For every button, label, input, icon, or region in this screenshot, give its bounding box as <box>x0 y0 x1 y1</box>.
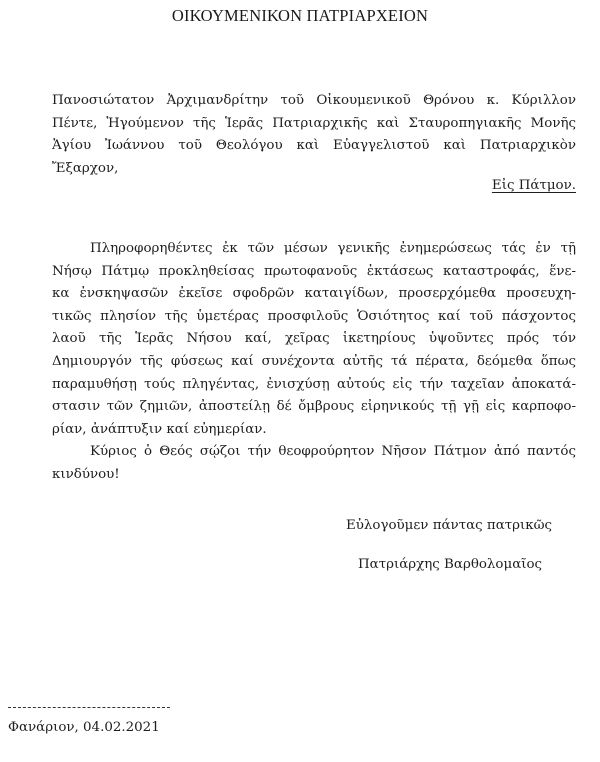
document-header: ΟΙΚΟΥΜΕΝΙΚΟΝ ΠΑΤΡΙΑΡΧΕΙΟΝ <box>171 6 429 25</box>
body-line: στασιν τῶν ζημιῶν, ἀποστείλῃ δέ ὄμβρους εἰρηνικούς τῇ γῇ εἰς καρποφο- <box>52 399 576 415</box>
letter-body <box>52 238 576 487</box>
body-line: κινδύνου! <box>52 466 120 482</box>
signature: Πατριάρχης Βαρθολομαῖος <box>358 557 543 572</box>
body-line: Νήσῳ Πάτμῳ προκληθείσας πρωτοφανοῦς ἐκτάσεως καταστροφάς, ἕνε- <box>52 263 576 279</box>
destination: Εἰς Πάτμον. <box>491 178 576 193</box>
addressee-line: Ἔξαρχον, <box>52 160 119 176</box>
body-line: Δημιουργόν τῆς φύσεως καί συνέχοντα αὐτῆς τά πέρατα, δεόμεθα ὅπως <box>52 353 576 369</box>
closing-blessing: Εὐλογοῦμεν πάντας πατρικῶς <box>346 518 553 533</box>
body-line: λαοῦ τῆς Ἱερᾶς Νήσου καί, χεῖρας ἱκετηρίους ὑψοῦντες πρός τόν <box>52 331 576 347</box>
body-line: κα ἐνσκηψασῶν ἐκεῖσε σφοδρῶν καταιγίδων, προσερχόμεθα προσευχη- <box>52 286 576 302</box>
body-line: παραμυθήσῃ τούς πληγέντας, ἐνισχύσῃ αὐτούς εἰς τήν ταχεῖαν ἀποκατά- <box>52 376 576 392</box>
addressee-line: Πανοσιώτατον Ἀρχιμανδρίτην τοῦ Οἰκουμενικοῦ Θρόνου κ. Κύριλλον <box>52 93 576 108</box>
body-line: τικῶς πλησίον τῆς ὑμετέρας προσφιλοῦς Ὁσιότητος καί τοῦ πάσχοντος <box>52 308 576 324</box>
addressee-line: Πέντε, Ἡγούμενον τῆς Ἱερᾶς Πατριαρχικῆς καὶ Σταυροπηγιακῆς Μονῆς <box>52 115 576 131</box>
body-line: Κύριος ὁ Θεός σῴζοι τήν θεοφρούρητον Νῆσον Πάτμον ἀπό παντός <box>90 444 576 460</box>
footer-divider <box>8 707 170 708</box>
place-date: Φανάριον, 04.02.2021 <box>8 720 160 735</box>
addressee-block <box>52 90 576 180</box>
body-line: ρίαν, ἀνάπτυξιν καί εὐημερίαν. <box>52 421 267 437</box>
body-line: Πληροφορηθέντες ἐκ τῶν μέσων γενικῆς ἐνημερώσεως τάς ἐν τῇ <box>90 241 576 256</box>
addressee-line: Ἁγίου Ἰωάννου τοῦ Θεολόγου καὶ Εὐαγγελιστοῦ καὶ Πατριαρχικὸν <box>52 138 576 153</box>
